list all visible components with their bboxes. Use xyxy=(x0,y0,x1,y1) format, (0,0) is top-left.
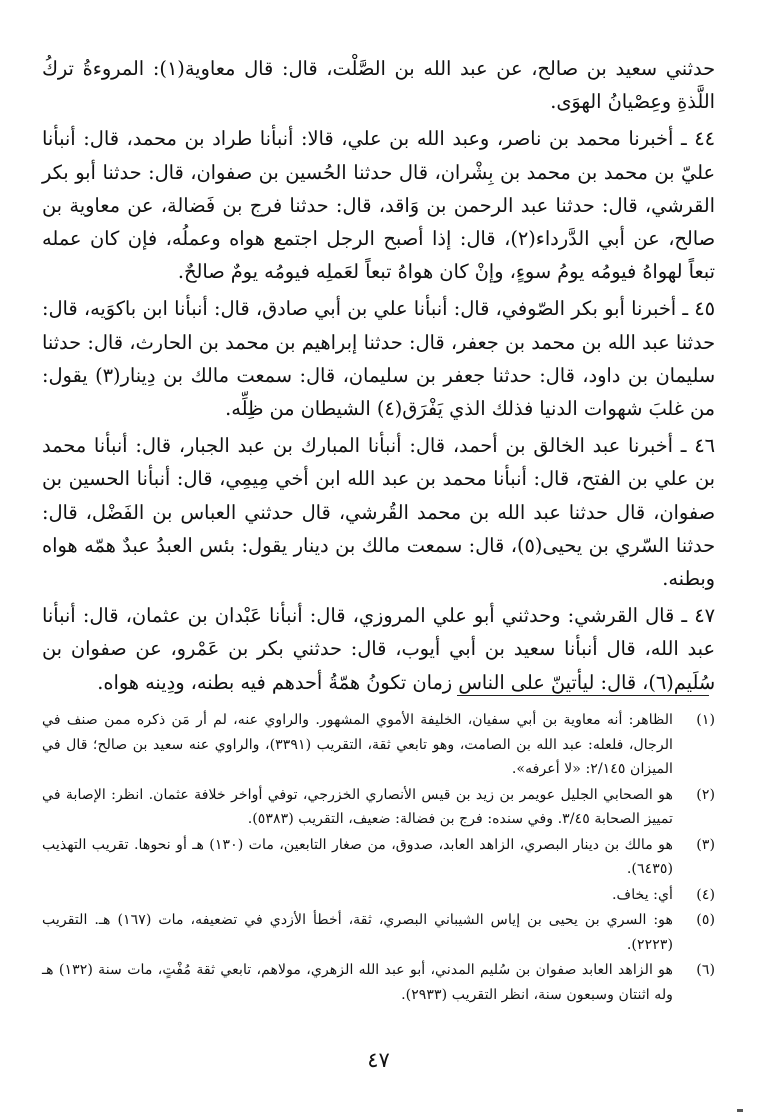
paragraph-continuation: حدثني سعيد بن صالح، عن عبد الله بن الصَّلْت، قال: قال معاوية(١): المروءةُ تركُ اللَّذةِ وعِصْيانُ الهوَى. xyxy=(42,57,715,114)
footnote xyxy=(42,708,715,782)
footnote-number: (٣) xyxy=(696,836,715,853)
paragraph-47: ٤٧ ـ قال القرشي: وحدثني أبو علي المروزي، قال: أنبأنا عَبْدان بن عثمان، قال: أنبأنا عبد الله، قال أنبأنا سعيد بن أبي أيوب، قال: حدثني بكر بن عَمْرو، عن صفوان بن سُلَيم(٦)، قال: ليأتينّ على الناس زمان تكونُ همّةُ أحدهم فيه بطنه، ودِينه هواه. xyxy=(42,604,715,694)
footnote xyxy=(42,833,715,882)
scan-mark xyxy=(737,1109,743,1112)
paragraph-44: ٤٤ ـ أخبرنا محمد بن ناصر، وعبد الله بن علي، قالا: أنبأنا طراد بن محمد، قال: أنبأنا عليّ بن محمد بن محمد بن بِشْران، قال حدثنا الحُسين بن صفوان، قال: حدثنا أبو بكر القرشي، قال: حدثنا عبد الرحمن بن وَاقد، قال: حدثنا فرج بن فَضالة، عن معاوية بن صالح، عن أبي الدَّرداء(٢)، قال: إذا أصبح الرجل اجتمع هواه وعملُه، فإن كان عمله تبعاً لهواهُ فيومُه يومُ سوءٍ، وإنْ كان هواهُ تبعاً لعَملِه فيومُه يومٌ صالحٌ. xyxy=(42,127,715,284)
footnote-text: هو الصحابي الجليل عويمر بن زيد بن قيس الأنصاري الخزرجي، توفي أواخر خلافة عثمان. انظر: الإصابة في تمييز الصحابة ٣/٤٥. وفي سنده: فرج بن فضالة: ضعيف، التقريب (٥٣٨٣). xyxy=(42,786,673,827)
footnotes xyxy=(42,708,715,1008)
footnote-number: (٥) xyxy=(696,912,715,928)
paragraph-45: ٤٥ ـ أخبرنا أبو بكر الصّوفي، قال: أنبأنا علي بن أبي صادق، قال: أنبأنا ابن باكوَيه، قال: حدثنا عبد الله بن محمد بن جعفر، قال: حدثنا إبراهيم بن محمد بن الحارث، قال: حدثنا سليمان بن داود، قال: حدثنا جعفر بن سليمان، قال: سمعت مالك بن دِينار(٣) يقول: من غلبَ شهوات الدنيا فذلك الذي يَفْرَق(٤) الشيطان من ظِلِّه. xyxy=(42,297,715,421)
main-text xyxy=(42,52,715,703)
footnote-text: هو الزاهد العابد صفوان بن سُليم المدني، أبو عبد الله الزهري، مولاهم، تابعي ثقة مُفْتٍ، مات سنة (١٣٢) هـ وله اثنتان وسبعون سنة، انظر التقريب (٢٩٣٣). xyxy=(42,962,673,1003)
footnote-separator xyxy=(457,695,709,696)
footnote-number: (١) xyxy=(696,712,715,728)
footnote xyxy=(42,958,715,1007)
paragraph-46: ٤٦ ـ أخبرنا عبد الخالق بن أحمد، قال: أنبأنا المبارك بن عبد الجبار، قال: أنبأنا محمد بن علي بن الفتح، قال: أنبأنا محمد بن عبد الله ابن أخي مِيمِي، قال: أنبأنا الحسين بن صفوان، قال حدثنا عبد الله بن محمد القُرشي، قال حدثني العباس بن الفَضْل، قال: حدثنا السّري بن يحيى(٥)، قال: سمعت مالك بن دينار يقول: بئس العبدُ عبدٌ همّه هواه وبطنه. xyxy=(42,434,716,591)
footnote xyxy=(42,883,715,908)
footnote xyxy=(42,908,715,957)
footnote-text: هو مالك بن دينار البصري، الزاهد العابد، صدوق، من صغار التابعين، مات (١٣٠) هـ أو نحوها. تقريب التهذيب (٦٤٣٥). xyxy=(42,836,673,877)
footnote-number: (٤) xyxy=(696,886,715,903)
footnote-text: أي: يخاف. xyxy=(612,886,673,903)
footnote xyxy=(42,783,715,832)
footnote-text: هو: السري بن يحيى بن إياس الشيباني البصري، ثقة، أخطأ الأزدي في تضعيفه، مات (١٦٧) هـ. التقريب (٢٢٢٣). xyxy=(42,912,673,953)
footnote-number: (٢) xyxy=(696,786,715,803)
page-number: ٤٧ xyxy=(367,1048,390,1072)
footnote-text: الظاهر: أنه معاوية بن أبي سفيان، الخليفة الأموي المشهور. والراوي عنه، لم أر مَن ذكره ممن صنف في الرجال، فلعله: عبد الله بن الصامت، وهو تابعي ثقة، التقريب (٣٣٩١)، والراوي عنه سعيد بن صالح؛ قال في الميزان ٢/١٤٥: «لا أعرفه». xyxy=(42,712,673,777)
footnote-number: (٦) xyxy=(696,962,715,978)
